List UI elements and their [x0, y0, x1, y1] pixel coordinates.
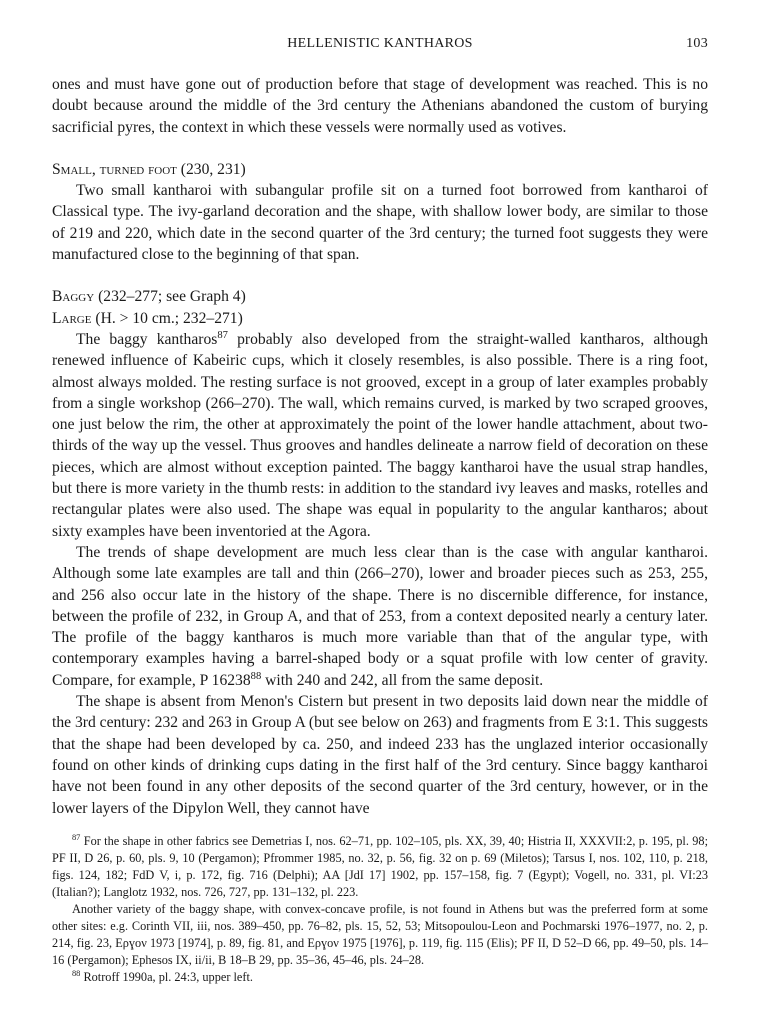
footnote-87: $^{87}$ For the shape in other fabrics see Demetrias I, nos. 62–71, pp. 102–105, pls. XX, 39, 40; Histria II, XXXVII:2, p. 195, pl. 98; PF II, D 26, p. 60, pls. 9, 10 (Pergamon); Pfrommer 1985, no. 32, p. 56, fig. 32 on p. 69 (Miletos); Tarsus I, nos. 102, 110, p. 218, figs. 124, 182; FdD V, i, p. 172, fig. 716 (Delphi); AA [JdI 17] 1902, pp. 157–158, fig. 7 (Egypt); Vogell, no. 331, pl. VI:23 (Italian?); Langlotz 1932, nos. 726, 727, pp. 131–132, pl. 223. [52, 832, 708, 899]
footnote-87-continuation: Another variety of the baggy shape, with convex-concave profile, is not found in Athens but was the preferred form at some other sites: e.g. Corinth VII, iii, nos. 389–450, pp. 76–82, pls. 15, 52, 53; Mitsopoulou-Leon and Pochmarski 1976–1977, no. 2, p. 214, fig. 23, Ερɣον 1973 [1974], p. 89, fig. 81, and Ερɣον 1975 [1976], p. 119, fig. 115 (Elis); PF II, D 52–D 66, pp. 49–50, pls. 14–16 (Pergamon); Ephesos IX, ii/ii, B 18–B 29, pp. 35–36, 45–46, pls. 24–28. [52, 901, 708, 967]
section-heading-baggy [52, 286, 708, 307]
paragraph-continuation: ones and must have gone out of production before that stage of development was reached. This is no doubt because around the middle of the 3rd century the Athenians abandoned the custom of burying sacrificial pyres, the context in which these vessels were normally used as votives. [52, 76, 708, 136]
footnote-ref-87[interactable]: 87 [217, 329, 228, 341]
heading-refs: (232–277; see Graph 4) [98, 288, 246, 306]
footnote-88: $^{88}$ Rotroff 1990a, pl. 24:3, upper left. [72, 968, 253, 984]
page-number: 103 [686, 36, 708, 51]
footnote-ref-88[interactable]: 88 [250, 670, 262, 682]
paragraph-small-turned-foot: Two small kantharoi with subangular profile sit on a turned foot borrowed from kantharoi of Classical type. The ivy-garland decoration and the shape, with shallow lower body, are similar to those of 219 and 220, which date in the second quarter of the 3rd century; the turned foot suggests they were manufactured close to the beginning of that span. [52, 182, 708, 264]
paragraph-baggy-large: The baggy kantharos$^{87}$ probably also developed from the straight-walled kantharos, although renewed influence of Kabeiric cups, which it closely resembles, is also possible. There is a ring foot, almost always molded. The resting surface is not grooved, except in a group of later examples probably from a single workshop (266–270). The wall, which remains curved, is marked by two scraped grooves, one just below the rim, the other at approximately the point of the lower handle attachment, about two-thirds of the way up the vessel. Thus grooves and handles delineate a narrow field of decoration on these pieces, which are almost without exception painted. The baggy kantharoi have the usual strap handles, but there is more variety in the thumb rests: in addition to the standard ivy leaves and masks, rotelles and rectangular plates were also used. The shape was equal in popularity to the angular kantharos; about sixty examples have been inventoried at the Agora. [52, 329, 708, 540]
running-header [52, 36, 708, 56]
heading-label: Small, turned foot [52, 160, 177, 178]
body-text [52, 74, 708, 819]
footnotes [52, 833, 708, 986]
footnote-number: 88 [72, 968, 81, 978]
heading-refs: (H. > 10 cm.; 232–271) [95, 309, 243, 327]
running-title: HELLENISTIC KANTHAROS [287, 36, 473, 51]
heading-label: Large [52, 309, 92, 327]
heading-label: Baggy [52, 288, 95, 306]
footnote-number: 87 [72, 832, 81, 842]
section-heading-small-turned-foot [52, 159, 708, 180]
heading-refs: (230, 231) [180, 160, 246, 178]
subsection-heading-large [52, 308, 708, 329]
paragraph-shape-trends: The trends of shape development are much less clear than is the case with angular kantharoi. Although some late examples are tall and thin (266–270), lower and broader pieces such as 253, 255, and 256 also occur late in the history of the shape. There is no discernible difference, for instance, between the profile of 232, in Group A, and that of 253, from a context deposited nearly a century later. The profile of the baggy kantharos is much more variable than that of the angular type, with contemporary examples having a barrel-shaped body or a squat profile with low center of gravity. Compare, for example, P 16238$^{88}$ with 240 and 242, all from the same deposit. [52, 543, 708, 689]
paragraph-menons-cistern: The shape is absent from Menon's Cistern but present in two deposits laid down near the middle of the 3rd century: 232 and 263 in Group A (but see below on 263) and fragments from E 3:1. This suggests that the shape had been developed by ca. 250, and indeed 233 has the unglazed interior occasionally found on other kinds of drinking cups dating in the first half of the 3rd century. Since baggy kantharoi have not been found in any other deposits of the second quarter of the 3rd century, however, or in the lower layers of the Dipylon Well, they cannot have [52, 693, 708, 817]
document-page [52, 36, 708, 986]
